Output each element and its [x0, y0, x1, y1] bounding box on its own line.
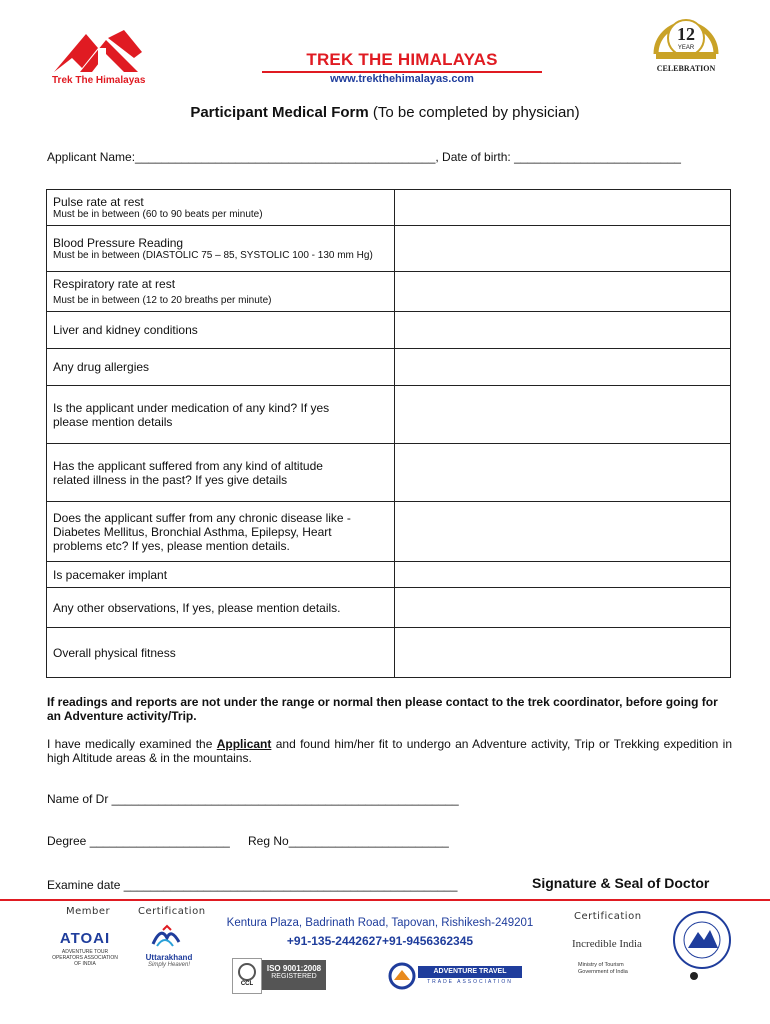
fitness-declaration	[47, 737, 732, 765]
imf-seal	[672, 910, 732, 970]
other-observations-value[interactable]	[395, 588, 731, 628]
footer-phones: +91-135-2442627+91-9456362345	[286, 934, 474, 948]
iso-box	[262, 960, 326, 990]
badge-year: YEAR	[677, 45, 695, 51]
declaration-pre: I have medically examined the	[47, 737, 217, 751]
uttarakhand-wordmark: Uttarakhand	[145, 953, 193, 962]
iso-text: ISO 9001:2008	[266, 964, 322, 973]
table-row	[47, 562, 731, 588]
table-row	[47, 312, 731, 349]
degree-field[interactable]: Degree _____________________	[47, 834, 230, 848]
row-label: Does the applicant suffer from any chronic disease like - Diabetes Mellitus, Bronchial Asthma, Epilepsy, Heart problems etc? If yes, please mention details.	[53, 510, 351, 553]
row-label-cell	[47, 312, 395, 349]
anniversary-badge	[644, 14, 728, 76]
footer-divider	[0, 899, 770, 901]
row-label-cell	[47, 502, 395, 562]
uttarakhand-logo	[134, 924, 204, 968]
atta-logo	[388, 962, 524, 990]
declaration-applicant: Applicant	[216, 737, 272, 751]
table-row	[47, 502, 731, 562]
brand-url: www.trekthehimalayas.com	[330, 73, 474, 85]
row-label: Blood Pressure Reading	[53, 236, 184, 250]
certification-label-right: Certification	[574, 911, 642, 922]
table-row	[47, 628, 731, 678]
drug-allergies-value[interactable]	[395, 349, 731, 386]
iso-certification-logo	[232, 958, 328, 992]
footer-address: Kentura Plaza, Badrinath Road, Tapovan, Rishikesh-249201	[226, 917, 534, 929]
brand-title: TREK THE HIMALAYAS	[306, 50, 498, 69]
table-row	[47, 190, 731, 226]
iso-registered: REGISTERED	[271, 973, 317, 980]
atoai-logo	[50, 930, 120, 967]
row-label-cell	[47, 226, 395, 272]
logo-caption: Trek The Himalayas	[52, 75, 146, 86]
applicant-line[interactable]: Applicant Name:_____________________________________________, Date of birth: _________________________	[47, 150, 681, 164]
badge-number: 12	[677, 24, 695, 44]
row-label: Respiratory rate at rest	[53, 277, 176, 291]
table-row	[47, 349, 731, 386]
row-label-cell	[47, 272, 395, 312]
row-label: Overall physical fitness	[53, 645, 176, 660]
medication-value[interactable]	[395, 386, 731, 444]
table-row	[47, 226, 731, 272]
row-label: Is the applicant under medication of any kind? If yes please mention details	[53, 400, 330, 429]
row-label: Any drug allergies	[53, 360, 150, 374]
physical-fitness-value[interactable]	[395, 628, 731, 678]
doctor-name-field[interactable]: Name of Dr ____________________________________________________	[47, 792, 459, 806]
row-label: Has the applicant suffered from any kind of altitude related illness in the past? If yes give details	[53, 458, 323, 487]
row-label: Liver and kidney conditions	[53, 323, 198, 337]
pulse-rate-value[interactable]	[395, 190, 731, 226]
form-title-main: Participant Medical Form	[190, 104, 369, 121]
row-label-cell	[47, 588, 395, 628]
incredible-india-logo: Incredible India	[572, 938, 642, 950]
row-label-cell	[47, 444, 395, 502]
form-title-sub: (To be completed by physician)	[372, 104, 580, 121]
ministry-of-tourism: Ministry of Tourism Government of India	[578, 962, 628, 975]
row-note: Must be in between (DIASTOLIC 75 – 85, SYSTOLIC 100 - 130 mm Hg)	[53, 250, 373, 261]
row-label-cell	[47, 386, 395, 444]
respiratory-rate-value[interactable]	[395, 272, 731, 312]
range-warning: If readings and reports are not under the range or normal then please contact to the trek coordinator, before going for an Adventure activity/Trip.	[47, 695, 718, 723]
declaration-post: and found him/her fit to undergo an Adventure activity, Trip or Trekking expedition in high Altitude areas & in the mountains.	[47, 737, 732, 765]
atoai-subtitle: ADVENTURE TOUR OPERATORS ASSOCIATION OF INDIA	[52, 949, 118, 967]
badge-ribbon: CELEBRATION	[656, 64, 716, 73]
atoai-wordmark: ATOAI	[59, 930, 111, 947]
row-label: Any other observations, If yes, please mention details.	[53, 600, 341, 615]
row-label-cell	[47, 628, 395, 678]
row-note: Must be in between (60 to 90 beats per minute)	[53, 209, 263, 220]
altitude-illness-value[interactable]	[395, 444, 731, 502]
globe-icon	[388, 962, 416, 990]
member-label: Member	[66, 906, 111, 917]
table-row	[47, 588, 731, 628]
blood-pressure-value[interactable]	[395, 226, 731, 272]
row-label-cell	[47, 562, 395, 588]
liver-kidney-value[interactable]	[395, 312, 731, 349]
row-label: Is pacemaker implant	[53, 567, 168, 582]
row-label-cell	[47, 349, 395, 386]
ccl-mark	[232, 958, 262, 994]
certification-label: Certification	[138, 906, 206, 917]
uttarakhand-icon	[149, 924, 189, 948]
signature-label: Signature & Seal of Doctor	[532, 875, 710, 891]
exam-date-field[interactable]: Examine date __________________________________________________	[47, 878, 458, 892]
table-row	[47, 444, 731, 502]
atta-sub: TRADE ASSOCIATION	[427, 979, 513, 985]
row-label: Pulse rate at rest	[53, 195, 144, 209]
table-row	[47, 386, 731, 444]
uttarakhand-tagline: Simply Heaven!	[147, 962, 191, 968]
row-label-cell	[47, 190, 395, 226]
form-title	[0, 104, 770, 121]
reg-no-field[interactable]: Reg No________________________	[248, 834, 449, 848]
atta-wordmark: ADVENTURE TRAVEL	[418, 966, 522, 978]
row-note: Must be in between (12 to 20 breaths per minute)	[53, 295, 272, 306]
ccl-text: CCL	[240, 981, 254, 987]
table-row	[47, 272, 731, 312]
imf-dot	[690, 972, 698, 980]
pacemaker-value[interactable]	[395, 562, 731, 588]
chronic-disease-value[interactable]	[395, 502, 731, 562]
medical-table	[46, 189, 731, 678]
